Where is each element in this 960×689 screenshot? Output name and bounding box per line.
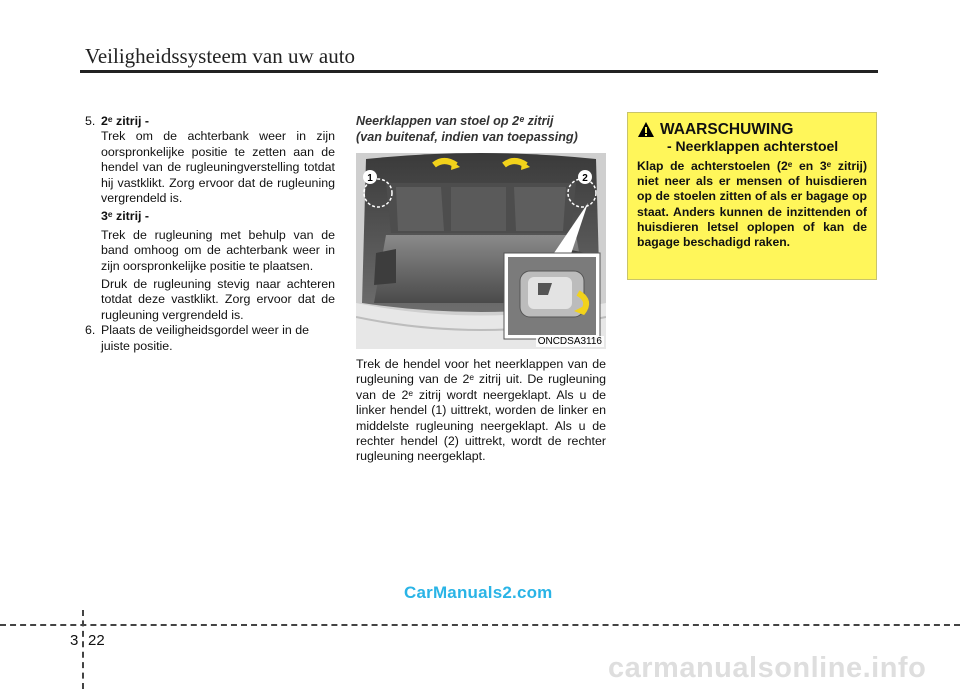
watermark-top: CarManuals2.com — [404, 583, 553, 602]
cargo-illustration — [356, 153, 606, 349]
left-column — [85, 114, 335, 354]
item-5-number: 5. — [85, 114, 96, 128]
footer-divider — [82, 610, 84, 689]
section-title-line-2: (van buitenaf, indien van toepassing) — [356, 129, 578, 144]
item-6-text: Plaats de veiligheidsgordel weer in de juiste positie. — [101, 323, 310, 353]
watermark-bottom: carmanualsonline.info — [608, 652, 927, 684]
item-5-paragraph-2: Trek de rugleuning met behulp van de band omhoog om de achterbank weer in zijn oorspronkelijke positie te plaatsen. — [101, 227, 335, 273]
item-5-paragraph-1: Trek om de achterbank weer in zijn oorspronkelijke positie te zetten aan de hendel van de rugleuningverstelling totdat hij vastklikt. Zorg ervoor dat de rugleuning vergrendeld is. — [101, 129, 335, 206]
item-5 — [85, 114, 335, 129]
photo-label-1: 1 — [367, 173, 373, 184]
warning-body: Klap de achterstoelen (2ᵉ en 3ᵉ zitrij) niet neer als er mensen of huisdieren op de stoelen zitten of als er bagage op staat. Anders kunnen de inzittenden of huisdieren letsel oplopen of kan de bagage beschadigd raken. — [637, 159, 867, 250]
middle-column-body: Trek de hendel voor het neerklappen van de rugleuning van de 2ᵉ zitrij uit. De rugleuning van de 2ᵉ zitrij wordt neergeklapt. Als u de linker hendel (1) uittrekt, worden de linker en middelste rugleuning neergeklapt. Als u de rechter hendel (2) uittrekt, wordt de rechter rugleuning neergeklapt. — [356, 357, 606, 464]
middle-column-title — [356, 114, 606, 145]
page-number: 22 — [88, 632, 105, 649]
item-5-subheading: 3ᵉ zitrij - — [101, 209, 150, 224]
warning-box — [627, 112, 877, 280]
cargo-area-photo — [356, 153, 606, 349]
warning-title: WAARSCHUWING — [660, 121, 794, 138]
warning-subtitle: - Neerklappen achterstoel — [667, 138, 839, 154]
photo-caption: ONCDSA3116 — [537, 336, 602, 347]
item-5-paragraph-3: Druk de rugleuning stevig naar achteren totdat deze vastklikt. Zorg ervoor dat de rugleuning vergrendeld is. — [101, 277, 335, 322]
warning-header — [637, 121, 867, 138]
item-6-number: 6. — [85, 323, 96, 338]
photo-label-2: 2 — [582, 173, 588, 184]
warning-triangle-icon — [637, 121, 655, 138]
footer-rule — [0, 624, 960, 626]
page-header-title: Veiligheidssysteem van uw auto — [85, 44, 356, 68]
chapter-number: 3 — [70, 632, 79, 649]
section-title-line-1: Neerklappen van stoel op 2ᵉ zitrij — [356, 114, 554, 128]
item-6 — [85, 323, 335, 354]
item-5-heading: 2ᵉ zitrij - — [101, 114, 150, 128]
header-rule — [80, 70, 878, 73]
